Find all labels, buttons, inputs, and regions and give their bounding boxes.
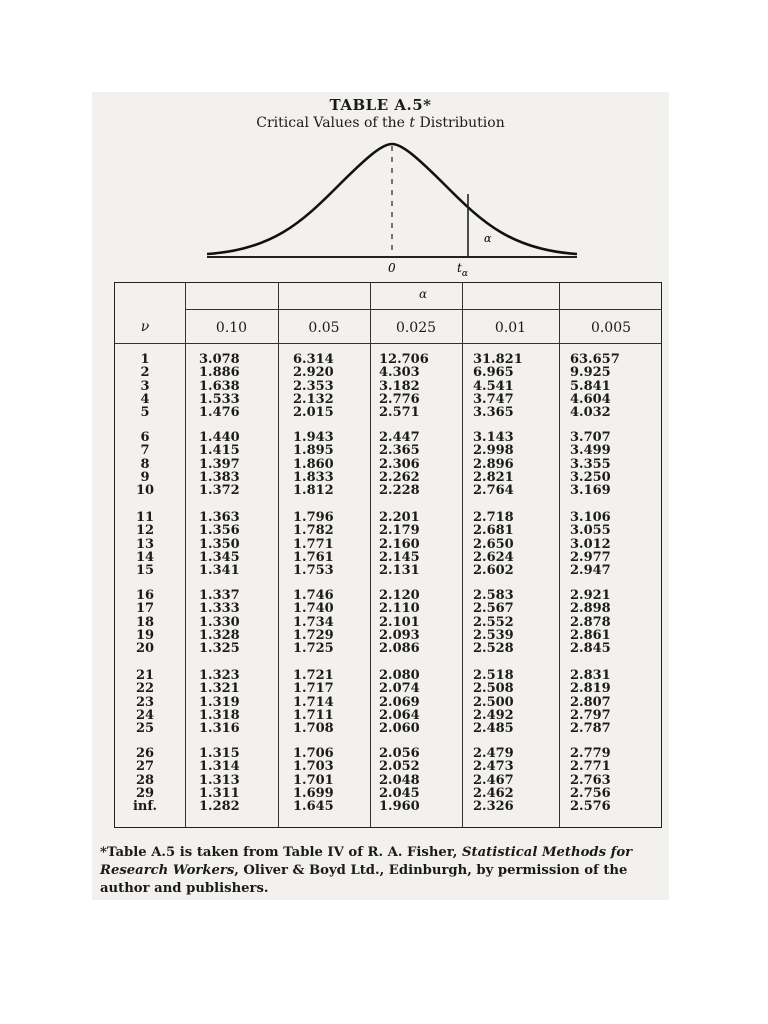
critical-value: 2.771	[570, 759, 611, 775]
critical-value: 2.920	[293, 365, 334, 381]
critical-value: 3.747	[473, 391, 514, 407]
critical-value: 1.345	[199, 549, 240, 565]
critical-value: 63.657	[570, 352, 620, 367]
critical-value: 2.718	[473, 510, 514, 525]
nu-value: 3	[140, 378, 150, 394]
t-distribution-table	[114, 282, 662, 828]
critical-value-column	[293, 431, 334, 497]
critical-value: 3.143	[473, 430, 514, 445]
nu-value: 25	[135, 721, 155, 737]
critical-value: 2.681	[473, 523, 514, 539]
critical-value: 4.032	[570, 405, 611, 421]
critical-value: 3.365	[473, 405, 514, 421]
table-subtitle	[92, 115, 669, 131]
critical-value: 2.120	[379, 588, 420, 603]
critical-value: 3.250	[570, 469, 611, 485]
critical-value: 5.841	[570, 378, 611, 394]
critical-value: 9.925	[570, 365, 611, 381]
scanned-page	[92, 92, 669, 900]
nu-value: 7	[140, 443, 150, 459]
critical-value-column	[570, 669, 611, 735]
title-block	[92, 96, 669, 131]
critical-value-column	[379, 431, 420, 497]
nu-value: 17	[135, 601, 155, 617]
critical-value-column	[199, 431, 240, 497]
critical-value: 1.397	[199, 456, 240, 472]
critical-value: 1.372	[199, 483, 240, 499]
critical-value: 1.638	[199, 378, 240, 394]
critical-value-column	[473, 431, 514, 497]
critical-value: 3.012	[570, 536, 611, 552]
nu-value: 10	[135, 483, 155, 499]
critical-value-column	[570, 431, 611, 497]
nu-value: 26	[135, 746, 155, 761]
critical-value-column	[473, 589, 514, 655]
nu-value: 1	[140, 352, 150, 367]
critical-value: 2.567	[473, 601, 514, 617]
critical-value: 2.571	[379, 405, 420, 421]
critical-value: 1.740	[293, 601, 334, 617]
critical-value: 1.717	[293, 681, 334, 697]
nu-value: 15	[135, 563, 155, 579]
table-title: TABLE A.5*	[329, 96, 432, 114]
critical-value: 2.056	[379, 746, 420, 761]
critical-value: 1.761	[293, 549, 334, 565]
nu-value: 9	[140, 469, 150, 485]
column-header-0.025: 0.025	[395, 320, 437, 336]
critical-value: 2.074	[379, 681, 420, 697]
critical-value-column	[473, 511, 514, 577]
critical-value: 1.316	[199, 721, 240, 737]
critical-value: 1.714	[293, 694, 334, 710]
critical-value: 1.960	[379, 799, 420, 815]
t-alpha-label	[457, 261, 468, 279]
nu-value: 28	[135, 772, 155, 788]
critical-value: 1.321	[199, 681, 240, 697]
critical-value: 2.228	[379, 483, 420, 499]
critical-value: 2.921	[570, 588, 611, 603]
critical-value: 2.110	[379, 601, 420, 617]
critical-value: 2.492	[473, 707, 514, 723]
critical-value: 1.313	[199, 772, 240, 788]
critical-value: 4.541	[473, 378, 514, 394]
critical-value: 1.415	[199, 443, 240, 459]
critical-value: 1.699	[293, 785, 334, 801]
nu-value: 12	[135, 523, 155, 539]
critical-value-column	[473, 353, 523, 419]
critical-value-column	[379, 511, 420, 577]
nu-value: 11	[135, 510, 155, 525]
critical-value: 2.508	[473, 681, 514, 697]
critical-value: 1.314	[199, 759, 240, 775]
critical-value: 2.896	[473, 456, 514, 472]
critical-value: 6.314	[293, 352, 334, 367]
row-group	[115, 431, 661, 501]
critical-value: 2.787	[570, 721, 611, 737]
critical-value: 1.886	[199, 365, 240, 381]
nu-value: 16	[135, 588, 155, 603]
critical-value: 2.576	[570, 799, 611, 815]
critical-value: 1.328	[199, 627, 240, 643]
critical-value-column	[199, 747, 240, 813]
critical-value: 4.604	[570, 391, 611, 407]
critical-value-column	[570, 511, 611, 577]
critical-value: 1.943	[293, 430, 334, 445]
critical-value: 2.069	[379, 694, 420, 710]
critical-value: 2.583	[473, 588, 514, 603]
critical-value: 2.080	[379, 668, 420, 683]
critical-value: 1.701	[293, 772, 334, 788]
critical-value: 2.306	[379, 456, 420, 472]
critical-value: 2.977	[570, 549, 611, 565]
nu-value: 21	[135, 668, 155, 683]
critical-value-column	[293, 589, 334, 655]
critical-value: 3.106	[570, 510, 611, 525]
critical-value: 2.365	[379, 443, 420, 459]
nu-values	[115, 511, 175, 577]
alpha-header: α	[418, 287, 428, 301]
critical-value: 2.602	[473, 563, 514, 579]
critical-value: 1.812	[293, 483, 334, 499]
nu-value: inf.	[132, 799, 158, 815]
critical-value: 2.064	[379, 707, 420, 723]
critical-value-column	[570, 747, 611, 813]
nu-value: 20	[135, 641, 155, 657]
critical-value: 2.763	[570, 772, 611, 788]
alpha-header-rule	[185, 309, 661, 310]
nu-value: 13	[135, 536, 155, 552]
critical-value-column	[199, 511, 240, 577]
critical-value: 1.318	[199, 707, 240, 723]
critical-value: 2.552	[473, 614, 514, 630]
critical-value: 1.337	[199, 588, 240, 603]
critical-value: 2.797	[570, 707, 611, 723]
critical-value: 3.707	[570, 430, 611, 445]
subtitle-post: Distribution	[415, 115, 505, 131]
critical-value: 1.319	[199, 694, 240, 710]
critical-value: 1.706	[293, 746, 334, 761]
critical-value: 1.323	[199, 668, 240, 683]
footnote-italic: Statistical Methods for Research Workers	[100, 845, 633, 878]
row-group	[115, 511, 661, 581]
critical-value: 2.819	[570, 681, 611, 697]
critical-value: 2.131	[379, 563, 420, 579]
critical-value: 3.355	[570, 456, 611, 472]
critical-value: 2.447	[379, 430, 420, 445]
critical-value: 1.645	[293, 799, 334, 815]
critical-value: 2.353	[293, 378, 334, 394]
critical-value: 2.473	[473, 759, 514, 775]
column-header-0.10: 0.10	[215, 320, 248, 336]
critical-value: 2.779	[570, 746, 611, 761]
critical-value: 1.356	[199, 523, 240, 539]
critical-value: 1.282	[199, 799, 240, 815]
critical-value: 2.462	[473, 785, 514, 801]
critical-value: 2.045	[379, 785, 420, 801]
footnote-part2: , Oliver & Boyd Ltd., Edinburgh, by permission of the author and publishers.	[100, 863, 628, 896]
critical-value-column	[293, 747, 334, 813]
critical-value: 1.333	[199, 601, 240, 617]
nu-value: 29	[135, 785, 155, 801]
critical-value: 2.998	[473, 443, 514, 459]
critical-value: 2.807	[570, 694, 611, 710]
header-rule	[115, 343, 661, 344]
critical-value: 2.485	[473, 721, 514, 737]
critical-value: 2.145	[379, 549, 420, 565]
critical-value-column	[199, 589, 240, 655]
nu-value: 5	[140, 405, 150, 421]
critical-value: 2.518	[473, 668, 514, 683]
alpha-label: α	[484, 232, 492, 245]
critical-value: 1.711	[293, 707, 334, 723]
critical-value-column	[293, 353, 334, 419]
critical-value: 2.845	[570, 641, 611, 657]
nu-values	[115, 353, 175, 419]
critical-value: 1.315	[199, 746, 240, 761]
critical-value: 3.078	[199, 352, 240, 367]
row-group	[115, 589, 661, 659]
critical-value: 2.179	[379, 523, 420, 539]
critical-value: 2.878	[570, 614, 611, 630]
critical-value-column	[379, 589, 420, 655]
nu-header: ν	[140, 319, 150, 335]
critical-value: 2.093	[379, 627, 420, 643]
critical-value: 1.721	[293, 668, 334, 683]
column-header-0.005: 0.005	[590, 320, 632, 336]
nu-value: 27	[135, 759, 155, 775]
critical-value-column	[379, 669, 420, 735]
nu-value: 2	[140, 365, 150, 381]
row-group	[115, 353, 661, 423]
critical-value: 2.756	[570, 785, 611, 801]
nu-value: 14	[135, 549, 155, 565]
critical-value: 1.734	[293, 614, 334, 630]
row-group	[115, 669, 661, 739]
critical-value: 3.182	[379, 378, 420, 394]
column-header-0.05: 0.05	[308, 320, 340, 336]
critical-value: 3.499	[570, 443, 611, 459]
nu-values	[115, 669, 175, 735]
critical-value: 31.821	[473, 352, 523, 367]
critical-value: 6.965	[473, 365, 514, 381]
critical-value: 1.796	[293, 510, 334, 525]
critical-value: 2.467	[473, 772, 514, 788]
critical-value: 1.895	[293, 443, 334, 459]
subtitle-pre: Critical Values of the	[256, 115, 410, 131]
critical-value: 2.624	[473, 549, 514, 565]
critical-value: 2.898	[570, 601, 611, 617]
critical-value: 2.479	[473, 746, 514, 761]
nu-values	[115, 747, 175, 813]
critical-value: 4.303	[379, 365, 420, 381]
critical-value: 2.831	[570, 668, 611, 683]
nu-value: 4	[140, 391, 150, 407]
critical-value: 2.539	[473, 627, 514, 643]
critical-value: 2.060	[379, 721, 420, 737]
critical-value: 2.052	[379, 759, 420, 775]
critical-value: 2.326	[473, 799, 514, 815]
critical-value: 1.860	[293, 456, 334, 472]
critical-value: 2.160	[379, 536, 420, 552]
critical-value: 2.101	[379, 614, 420, 630]
critical-value: 3.055	[570, 523, 611, 539]
critical-value: 1.782	[293, 523, 334, 539]
nu-value: 6	[140, 430, 150, 445]
critical-value-column	[199, 669, 240, 735]
nu-value: 19	[135, 627, 155, 643]
critical-value: 2.650	[473, 536, 514, 552]
column-header-0.01: 0.01	[494, 320, 527, 336]
critical-value-column	[570, 589, 611, 655]
critical-value: 2.500	[473, 694, 514, 710]
nu-values	[115, 589, 175, 655]
critical-value: 2.201	[379, 510, 420, 525]
critical-value-column	[199, 353, 240, 419]
critical-value: 12.706	[379, 352, 429, 367]
footnote	[100, 844, 660, 898]
critical-value-column	[379, 747, 420, 813]
critical-value: 1.476	[199, 405, 240, 421]
critical-value: 1.746	[293, 588, 334, 603]
footnote-part1: *Table A.5 is taken from Table IV of R. A. Fisher,	[100, 845, 462, 860]
critical-value: 1.725	[293, 641, 334, 657]
critical-value: 1.383	[199, 469, 240, 485]
critical-value: 2.528	[473, 641, 514, 657]
critical-value: 1.325	[199, 641, 240, 657]
critical-value-column	[570, 353, 620, 419]
critical-value: 1.703	[293, 759, 334, 775]
critical-value: 3.169	[570, 483, 611, 499]
critical-value: 2.821	[473, 469, 514, 485]
nu-value: 22	[135, 681, 155, 697]
critical-value-column	[473, 669, 514, 735]
t-alpha-t: t	[457, 261, 462, 275]
critical-value: 2.861	[570, 627, 611, 643]
subtitle-var: t	[409, 115, 416, 131]
critical-value: 2.048	[379, 772, 420, 788]
critical-value: 2.764	[473, 483, 514, 499]
critical-value: 2.132	[293, 391, 334, 407]
critical-value-column	[293, 669, 334, 735]
critical-value-column	[379, 353, 429, 419]
critical-value: 1.330	[199, 614, 240, 630]
nu-values	[115, 431, 175, 497]
critical-value: 1.533	[199, 391, 240, 407]
critical-value: 1.753	[293, 563, 334, 579]
critical-value: 1.440	[199, 430, 240, 445]
zero-label: 0	[388, 261, 396, 275]
critical-value: 2.015	[293, 405, 334, 421]
critical-value: 1.363	[199, 510, 240, 525]
critical-value: 1.708	[293, 721, 334, 737]
nu-value: 8	[140, 456, 150, 472]
t-alpha-sub: α	[461, 269, 468, 279]
t-distribution-curve	[192, 132, 592, 292]
nu-value: 18	[135, 614, 155, 630]
critical-value: 1.833	[293, 469, 334, 485]
critical-value: 2.086	[379, 641, 420, 657]
critical-value: 1.729	[293, 627, 334, 643]
nu-value: 23	[135, 694, 155, 710]
critical-value: 2.947	[570, 563, 611, 579]
critical-value: 1.771	[293, 536, 334, 552]
nu-value: 24	[135, 707, 155, 723]
critical-value: 2.776	[379, 391, 420, 407]
critical-value: 1.350	[199, 536, 240, 552]
critical-value-column	[473, 747, 514, 813]
critical-value: 1.341	[199, 563, 240, 579]
critical-value: 2.262	[379, 469, 420, 485]
row-group	[115, 747, 661, 817]
critical-value-column	[293, 511, 334, 577]
critical-value: 1.311	[199, 785, 240, 801]
